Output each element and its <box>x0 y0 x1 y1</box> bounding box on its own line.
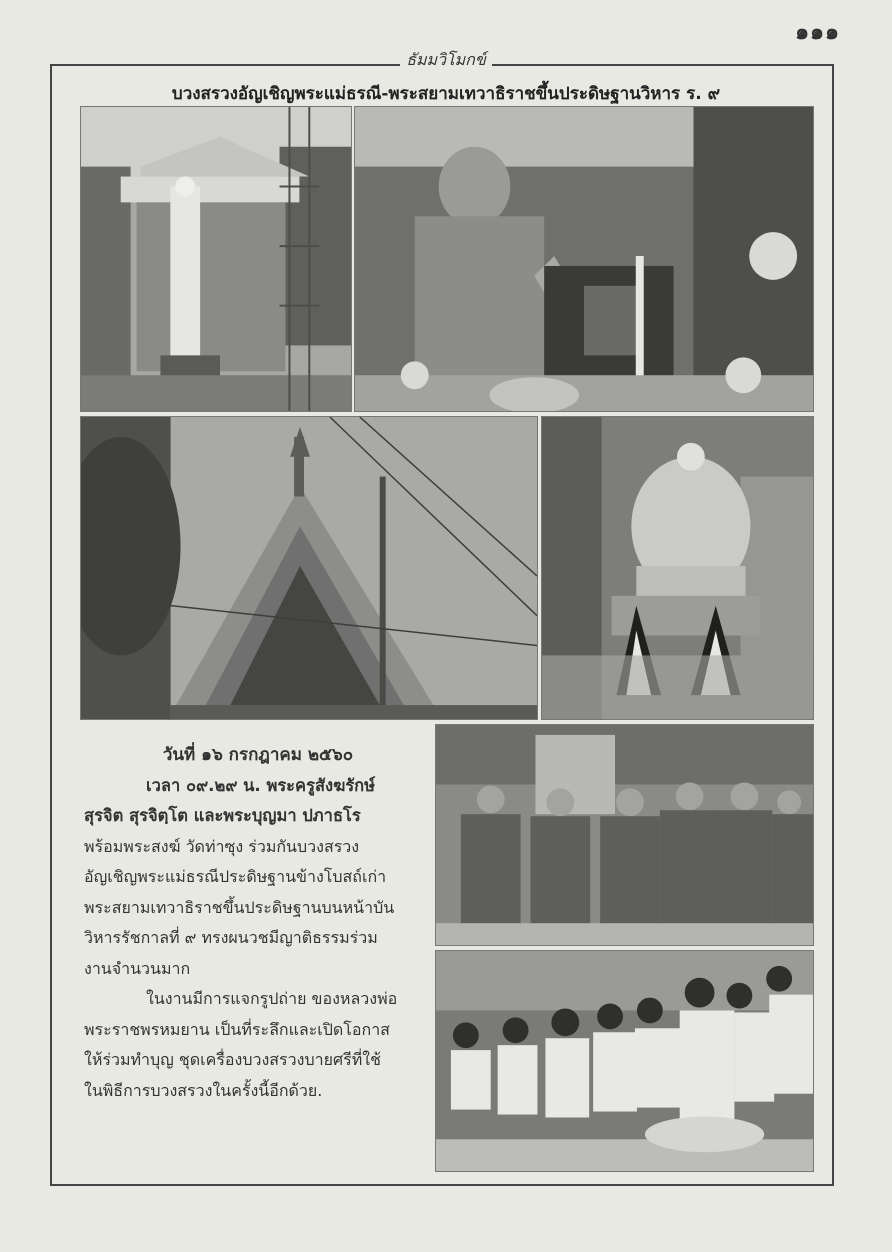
article-line: พระสยามเทวาธิราชขึ้นประดิษฐานบนหน้าบัน <box>84 897 395 917</box>
article-body <box>84 740 432 1106</box>
article-monk-names: สุรจิต สุรจิตฺโต และพระบุญมา ปภาธโร <box>84 806 361 825</box>
article-line: พร้อมพระสงฆ์ วัดท่าซุง ร่วมกันบวงสรวง <box>84 836 360 856</box>
article-line: ในพิธีการบวงสรวงในครั้งนี้อีกด้วย. <box>84 1080 323 1100</box>
article-headline: บวงสรวงอัญเชิญพระแม่ธรณี-พระสยามเทวาธิราชขึ้นประดิษฐานวิหาร ร. ๙ <box>171 84 721 104</box>
photo-temple-gable <box>80 416 538 720</box>
article-line: ในงานมีการแจกรูปถ่าย ของหลวงพ่อ <box>146 989 398 1008</box>
magazine-header-label <box>0 48 892 73</box>
article-line: อัญเชิญพระแม่ธรณีประดิษฐานข้างโบสถ์เก่า <box>84 867 387 886</box>
article-line: พระราชพรหมยาน เป็นที่ระลึกและเปิดโอกาส <box>84 1019 390 1039</box>
photo-seated-monks <box>435 724 814 946</box>
photo-monk-praying <box>354 106 814 412</box>
article-line: ให้ร่วมทำบุญ ชุดเครื่องบวงสรวงบายศรีที่ใช้ <box>84 1050 381 1069</box>
photo-standing-statue <box>80 106 352 412</box>
page-number: ๑๑๑ <box>795 20 840 45</box>
article-line: งานจำนวนมาก <box>84 958 191 978</box>
photo-thorani-statue <box>541 416 814 720</box>
article-time-line: เวลา ๐๙.๒๙ น. พระครูสังฆรักษ์ <box>146 775 376 795</box>
article-date: วันที่ ๑๖ กรกฎาคม ๒๕๖๐ <box>162 745 354 765</box>
article-line: วิหารรัชกาลที่ ๙ ทรงผนวชมีญาติธรรมร่วม <box>84 928 378 947</box>
magazine-name: ธัมมวิโมกข์ <box>400 50 492 69</box>
photo-lay-followers <box>435 950 814 1172</box>
